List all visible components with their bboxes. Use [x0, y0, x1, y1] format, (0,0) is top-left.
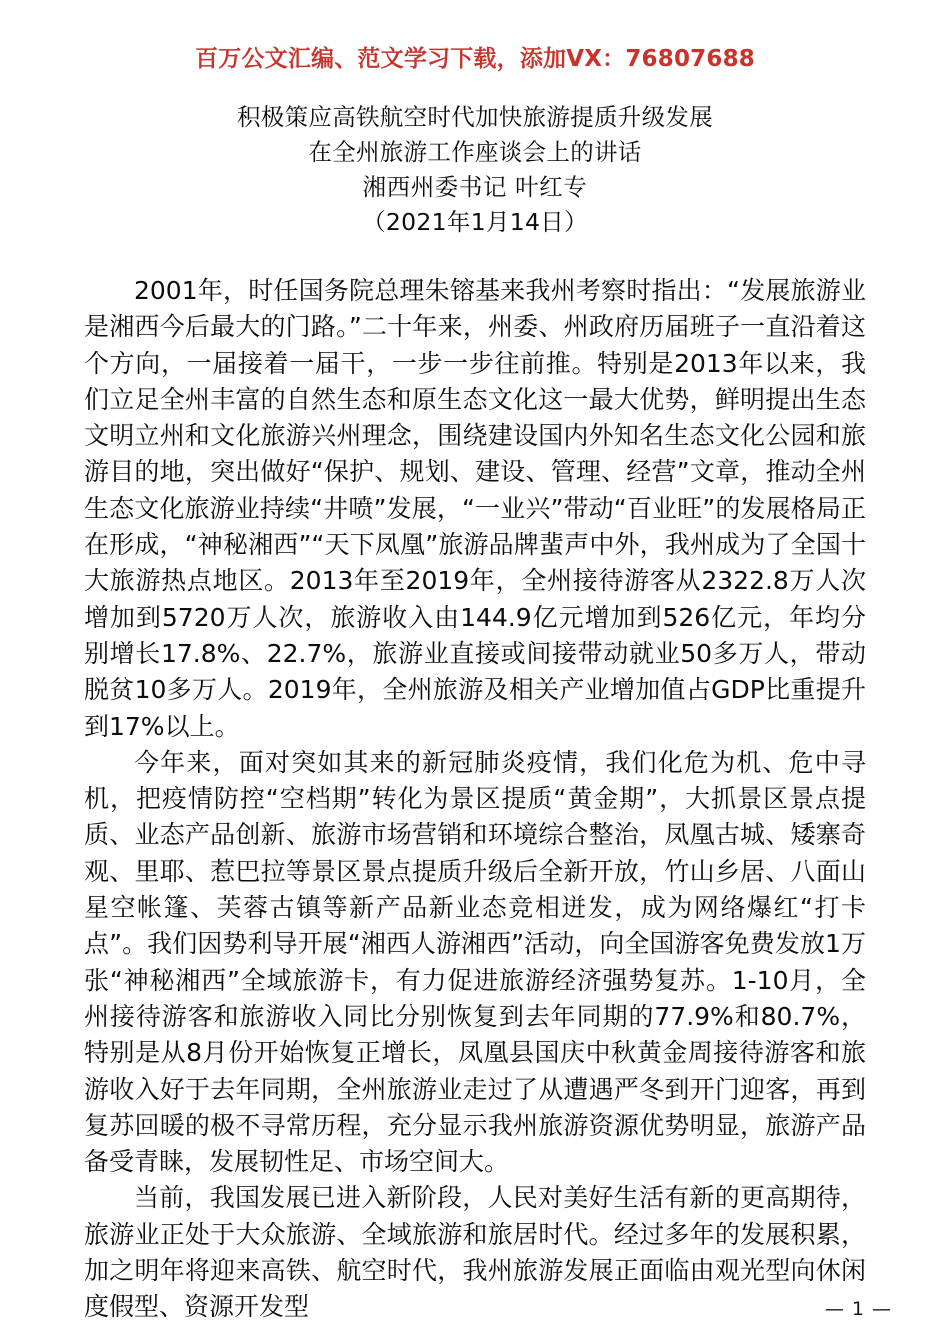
document-date: （2021年1月14日） — [362, 208, 588, 236]
document-title-line-2: 在全州旅游工作座谈会上的讲话 — [308, 138, 642, 166]
body-paragraph-2: 今年来，面对突如其来的新冠肺炎疫情，我们化危为机、危中寻机，把疫情防控“空档期”转化为景区提质“黄金期”，大抓景区景点提质、业态产品创新、旅游市场营销和环境综合整治，凤凰古城、矮寨奇观、里耶、惹巴拉等景区景点提质升级后全新开放，竹山乡居、八面山星空帐篷、芙蓉古镇等新产品新业态竞相迸发，成为网络爆红“打卡点”。我们因势利导开展“湘西人游湘西”活动，向全国游客免费发放1万张“神秘湘西”全域旅游卡，有力促进旅游经济强势复苏。1-10月，全州接待游客和旅游收入同比分别恢复到去年同期的77.9%和80.7%，特别是从8月份开始恢复正增长，凤凰县国庆中秋黄金周接待游客和旅游收入好于去年同期，全州旅游业走过了从遭遇严冬到开门迎客，再到复苏回暖的极不寻常历程，充分显示我州旅游资源优势明显，旅游产品备受青睐，发展韧性足、市场空间大。 — [84, 747, 866, 1177]
document-author: 湘西州委书记 叶红专 — [362, 173, 588, 201]
title-block — [0, 100, 950, 240]
promo-banner: 百万公文汇编、范文学习下载，添加VX：76807688 — [195, 46, 755, 72]
page-number: — 1 — — [824, 1298, 892, 1320]
body-paragraph-3: 当前，我国发展已进入新阶段，人民对美好生活有新的更高期待，旅游业正处于大众旅游、全域旅游和旅居时代。经过多年的发展积累，加之明年将迎来高铁、航空时代，我州旅游发展正面临由观光型向休闲度假型、资源开发型 — [84, 1183, 866, 1322]
body-paragraph-1: 2001年，时任国务院总理朱镕基来我州考察时指出：“发展旅游业是湘西今后最大的门路。”二十年来，州委、州政府历届班子一直沿着这个方向，一届接着一届干，一步一步往前推。特别是2013年以来，我们立足全州丰富的自然生态和原生态文化这一最大优势，鲜明提出生态文明立州和文化旅游兴州理念，围绕建设国内外知名生态文化公园和旅游目的地，突出做好“保护、规划、建设、管理、经营”文章，推动全州生态文化旅游业持续“井喷”发展，“一业兴”带动“百业旺”的发展格局正在形成，“神秘湘西”“天下凤凰”旅游品牌蜚声中外，我州成为了全国十大旅游热点地区。2013年至2019年，全州接待游客从2322.8万人次增加到5720万人次，旅游收入由144.9亿元增加到526亿元，年均分别增长17.8%、22.7%，旅游业直接或间接带动就业50多万人，带动脱贫10多万人。2019年，全州旅游及相关产业增加值占GDP比重提升到17%以上。 — [84, 276, 866, 741]
document-body — [84, 273, 866, 1326]
document-title-line-1: 积极策应高铁航空时代加快旅游提质升级发展 — [237, 103, 713, 131]
